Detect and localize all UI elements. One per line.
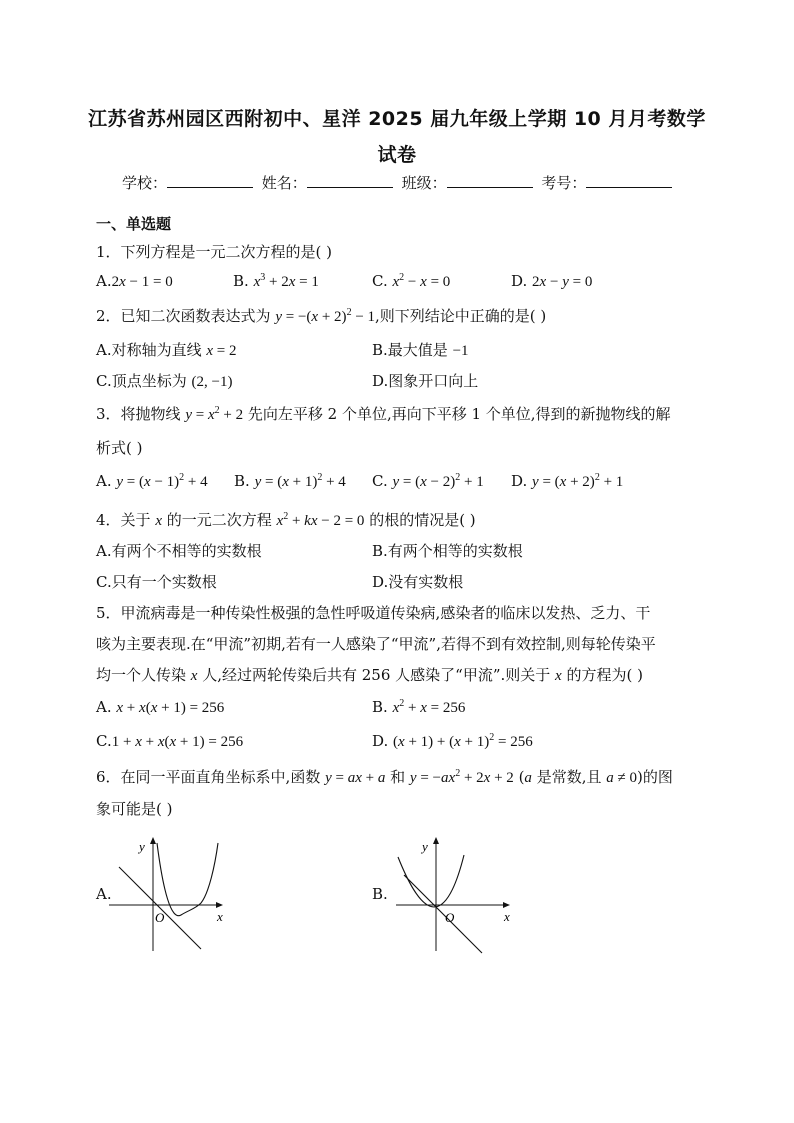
student-info-row — [122, 172, 676, 193]
question-4-option-d: D.没有实数根 — [372, 573, 464, 591]
question-3-option-d: D. $y = (x + 2)^2 + 1$ — [511, 472, 624, 490]
graph-a — [105, 835, 230, 955]
question-3-option-b: B. $y = (x + 1)^2 + 4$ — [234, 472, 346, 490]
graph-a-line — [119, 867, 201, 949]
graph-b — [392, 835, 517, 955]
question-2-option-d: D.图象开口向上 — [372, 372, 479, 390]
graph-b-parabola — [398, 855, 464, 907]
question-1-option-c: C. $x^2 - x = 0$ — [372, 272, 451, 290]
question-3-option-a: A. $y = (x - 1)^2 + 4$ — [96, 472, 208, 490]
question-5-option-b: B. $x^2 + x = 256$ — [372, 698, 466, 716]
graph-a-origin-label: O — [155, 910, 165, 925]
graph-b-line — [404, 875, 482, 953]
graph-b-x-arrow — [503, 902, 510, 908]
question-6-stem-line-2: 象可能是( ) — [96, 800, 173, 818]
question-4-stem: 4．关于 x 的一元二次方程 $x^2$ + kx − 2 = 0 的根的情况是( ) — [96, 511, 476, 529]
class-label: 班级： — [401, 174, 447, 192]
graph-b-y-label: y — [422, 839, 428, 854]
question-1-option-a: A.2x − 1 = 0 — [96, 272, 173, 290]
school-label: 学校： — [122, 174, 168, 192]
graph-a-x-label: x — [217, 909, 223, 924]
question-5-option-c: C.1 + x + x(x + 1) = 256 — [96, 732, 244, 750]
question-4-option-c: C.只有一个实数根 — [96, 573, 217, 591]
name-label: 姓名： — [261, 174, 307, 192]
question-5-option-d: D. $(x + 1) + (x + 1)^2 = 256$ — [372, 732, 533, 750]
question-5-stem-line-3: 均一个人传染 x 人,经过两轮传染后共有 256 人感染了“甲流”.则关于 x 的方程为( ) — [96, 666, 643, 684]
question-3-stem-line-2: 析式( ) — [96, 439, 143, 457]
graph-a-label: A. — [96, 885, 112, 903]
exam-number-blank — [586, 175, 672, 188]
graph-b-label: B. — [372, 885, 388, 903]
graph-a-y-label: y — [139, 839, 145, 854]
question-1-stem: 1．下列方程是一元二次方程的是( ) — [96, 243, 333, 261]
section-title: 一、单选题 — [96, 215, 172, 233]
question-4-option-b: B.有两个相等的实数根 — [372, 542, 523, 560]
exam-number-label: 考号： — [541, 174, 587, 192]
question-2-option-a: A.对称轴为直线 x = 2 — [96, 341, 237, 359]
question-5-option-a: A. x + x(x + 1) = 256 — [96, 698, 225, 716]
question-5-stem-line-1: 5．甲流病毒是一种传染性极强的急性呼吸道传染病,感染者的临床以发热、乏力、干 — [96, 604, 651, 622]
question-1-option-d: D. 2x − y = 0 — [511, 272, 593, 290]
question-2-option-c: C.顶点坐标为 (2, −1) — [96, 372, 233, 390]
question-2-option-b: B.最大值是 −1 — [372, 341, 469, 359]
school-blank — [167, 175, 253, 188]
graph-a-y-arrow — [150, 837, 156, 844]
graph-b-origin-label: O — [445, 910, 455, 925]
question-3-option-c: C. $y = (x - 2)^2 + 1$ — [372, 472, 484, 490]
name-blank — [307, 175, 393, 188]
class-blank — [447, 175, 533, 188]
question-2-stem: 2．已知二次函数表达式为 $y = -(x + 2)^2 - 1$,则下列结论中正确的是( ) — [96, 307, 547, 325]
graph-a-x-arrow — [216, 902, 223, 908]
graph-b-x-label: x — [504, 909, 510, 924]
question-3-stem-line-1: 3．将抛物线 $y = x^2 + 2$ 先向左平移 2 个单位,再向下平移 1 个单位,得到的新抛物线的解 — [96, 405, 671, 423]
question-5-stem-line-2: 咳为主要表现.在“甲流”初期,若有一人感染了“甲流”,若得不到有效控制,则每轮传染平 — [96, 635, 656, 653]
question-4-option-a: A.有两个不相等的实数根 — [96, 542, 262, 560]
question-6-stem-line-1: 6．在同一平面直角坐标系中,函数 y = ax + a 和 $y = -ax^2 + 2x + 2$ (a 是常数,且 a ≠ 0)的图 — [96, 768, 673, 786]
graph-b-y-arrow — [433, 837, 439, 844]
page-title-line-1: 江苏省苏州园区西附初中、星洋 2025 届九年级上学期 10 月月考数学 — [88, 108, 706, 130]
question-1-option-b: B. $x^3 + 2x = 1$ — [233, 272, 319, 290]
page-title-line-2: 试卷 — [377, 144, 417, 166]
